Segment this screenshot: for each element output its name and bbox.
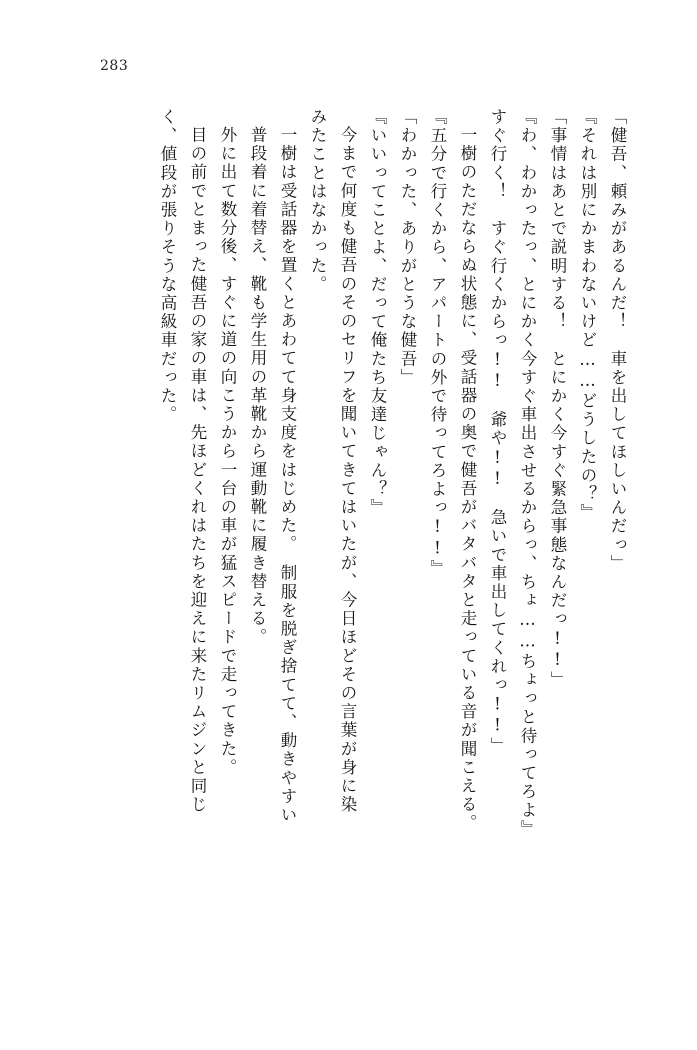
vertical-text-block [65,108,625,988]
page-number: 283 [100,58,129,74]
text-column: 『それは別にかまわないけど……どうしたの？』 [578,108,597,523]
text-column: 今まで何度も健吾のそのセリフを聞いてきてはいたが、今日ほどその言葉が身に染 [338,126,357,815]
text-column: 『五分で行くから、アパートの外で待ってろよっ!!』 [428,108,447,578]
text-column: すぐ行く！ すぐ行くからっ!! 爺や!! 急いで車出してくれっ!!」 [488,108,507,756]
text-column: 「事情はあとで説明する！ とにかく今すぐ緊急事態なんだっ!!」 [548,108,567,690]
text-column: 一樹は受話器を置くとあわてて身支度をはじめた。 制服を脱ぎ捨てて、動きやすい [278,126,297,825]
text-column: 一樹のただならぬ状態に、受話器の奥で健吾がバタバタと走っている音が聞こえる。 [458,126,477,833]
text-column: 外に出て数分後、すぐに道の向こうから一台の車が猛スピードで走ってきた。 [218,126,237,777]
text-column: みたことはなかった。 [308,108,327,294]
text-column: 普段着に着替え、靴も学生用の革靴から運動靴に履き替える。 [248,126,267,647]
text-column: 目の前でとまった健吾の家の車は、先ほどくれはたちを迎えに来たリムジンと同じ [188,126,207,815]
text-column: 「わかった、ありがとうな健吾」 [398,108,417,387]
text-column: 「健吾、頼みがあるんだ！ 車を出してほしいんだっ」 [608,108,627,573]
text-column: 『いいってことよ、だって俺たち友達じゃん？』 [368,108,387,518]
text-column: 『わ、わかったっ、とにかく今すぐ車出させるからっ、ちょ……ちょっと待ってろよ』 [518,108,537,839]
text-column: く、値段が張りそうな高級車だった。 [158,108,177,425]
